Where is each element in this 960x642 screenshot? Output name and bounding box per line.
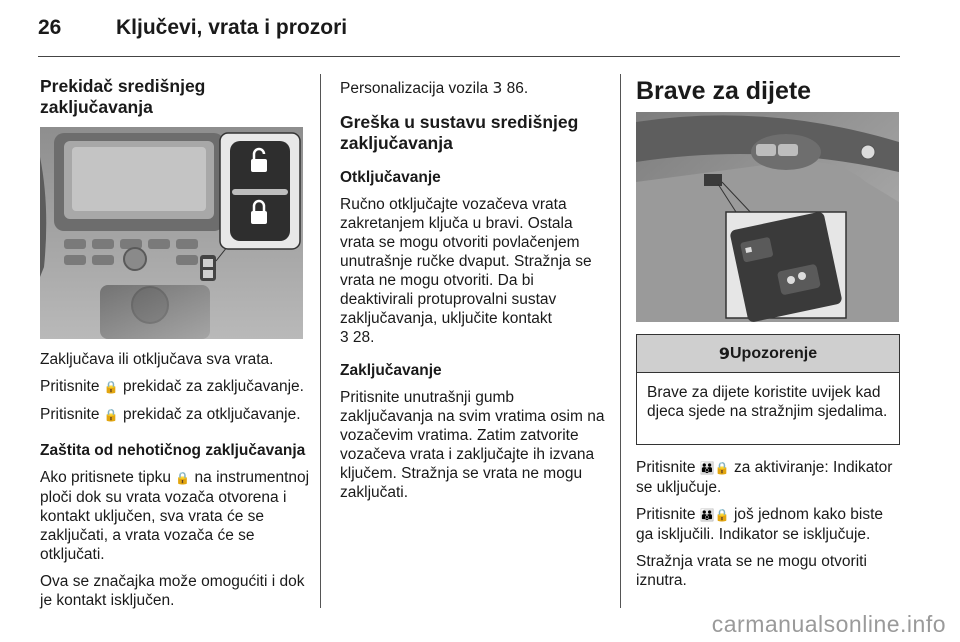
- warning-title: Upozorenje: [730, 344, 818, 362]
- child-lock-icon: 👪🔒: [699, 461, 730, 475]
- column-divider-1: [320, 74, 321, 608]
- press-lock-text: Pritisnite 🔒 prekidač za zaključavanje.: [40, 378, 304, 395]
- lock-all-doors-text: Zaključava ili otključava sva vrata.: [40, 351, 274, 368]
- central-lock-heading: Prekidač središnjeg zaključavanja: [40, 76, 206, 117]
- accidental-lock-heading: Zaštita od nehotičnog zaključavanja: [40, 442, 306, 459]
- section-title: Ključevi, vrata i prozori: [116, 16, 348, 39]
- unlocking-heading: Otključavanje: [340, 169, 441, 186]
- watermark: carmanualsonline.info: [711, 611, 946, 637]
- reference-arrow-icon: 3: [492, 79, 503, 97]
- locking-text: Pritisnite unutrašnji gumb zaključavanja na svim vratima osim na vozačevim vratima. Zatim zatvorite vozačeva vrata i zaključajte ih izvana ključem. Stražnja se vrata ne mogu zaključati.: [340, 389, 605, 501]
- rear-doors-note-text: Stražnja vrata se ne mogu otvoriti iznutra.: [636, 553, 867, 589]
- fault-heading: Greška u sustavu središnjeg zaključavanja: [340, 112, 579, 153]
- warning-icon: 9: [718, 344, 730, 363]
- child-lock-switch-photo: [636, 112, 899, 322]
- feature-note-text: Ova se značajka može omogućiti i dok je kontakt isključen.: [40, 573, 305, 609]
- unlocking-text: Ručno otključajte vozačeva vrata zakretanjem ključa u bravi. Ostala vrata se mogu otvoriti povlačenjem unutrašnje ručke dvaput. Stražnja se vrata ne mogu otvoriti. Da bi deaktivirali protuprovalni sustav zaključavanja, uključite kontakt 3 28.: [340, 196, 592, 346]
- warning-header: [637, 335, 899, 373]
- lock-icon: 🔒: [103, 380, 119, 394]
- warning-box: [636, 334, 900, 445]
- header-divider: [38, 56, 900, 57]
- activate-child-lock-text: Pritisnite 👪🔒 za aktiviranje: Indikator se uključuje.: [636, 459, 893, 496]
- deactivate-child-lock-text: Pritisnite 👪🔒 još jednom kako biste ga isključili. Indikator se isključuje.: [636, 506, 883, 543]
- warning-text: Brave za dijete koristite uvijek kad djeca sjede na stražnjim sjedalima.: [647, 384, 888, 420]
- column-divider-2: [620, 74, 621, 608]
- press-unlock-text: Pritisnite 🔒 prekidač za otključavanje.: [40, 406, 301, 423]
- reference-arrow-icon: 3: [340, 329, 349, 346]
- accidental-lock-text: Ako pritisnete tipku 🔒 na instrumentnoj ploči dok su vrata vozača otvorena i kontakt uključen, sva vrata će se zaključati, a vrata vozača će se otključati.: [40, 469, 310, 563]
- child-lock-icon: 👪🔒: [699, 508, 730, 522]
- column-2: [340, 79, 608, 510]
- page-number: 26: [38, 16, 62, 39]
- dashboard-illustration: [40, 127, 303, 339]
- unlock-icon: 🔒: [103, 408, 119, 422]
- child-locks-heading: Brave za dijete: [636, 77, 812, 105]
- column-3-body: [636, 458, 904, 598]
- personalization-reference: Personalizacija vozila 3 86.: [340, 79, 529, 97]
- central-lock-switch-photo: [40, 127, 303, 339]
- door-panel-illustration: [636, 112, 899, 322]
- locking-heading: Zaključavanje: [340, 362, 442, 379]
- column-1: [40, 76, 310, 118]
- lock-icon: 🔒: [175, 471, 191, 485]
- column-1-body: [40, 350, 312, 618]
